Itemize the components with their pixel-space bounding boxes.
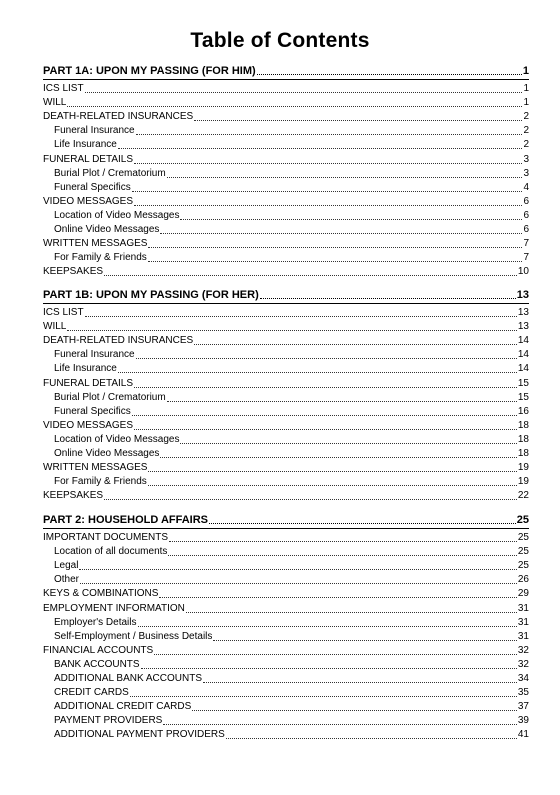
toc-entry-label: Life Insurance (54, 363, 117, 375)
toc-entry-label: PART 2: HOUSEHOLD AFFAIRS (43, 514, 209, 526)
dot-leader (203, 681, 517, 683)
dot-leader (180, 218, 522, 220)
toc-entry[interactable] (43, 153, 529, 166)
toc-page-number: 19 (517, 476, 529, 488)
toc-page-number: 29 (517, 588, 529, 600)
toc-page-number: 25 (517, 532, 529, 543)
toc-part-heading[interactable] (43, 64, 529, 78)
toc-subentry[interactable] (43, 391, 529, 404)
toc-page-number: 19 (517, 462, 529, 474)
toc-subentry[interactable] (43, 728, 529, 741)
toc-page-number: 31 (517, 602, 529, 614)
dot-leader (148, 484, 517, 486)
toc-subentry[interactable] (43, 138, 529, 151)
toc-page-number: 10 (517, 266, 529, 278)
dot-leader (226, 737, 517, 739)
toc-entry-label: Location of Video Messages (54, 209, 180, 221)
toc-entry[interactable] (43, 587, 529, 600)
toc-subentry[interactable] (43, 181, 529, 194)
toc-subentry[interactable] (43, 672, 529, 685)
toc-entry-label: Location of Video Messages (54, 433, 180, 445)
toc-entry-label: DEATH-RELATED INSURANCES (43, 335, 194, 347)
toc-entry-label: DEATH-RELATED INSURANCES (43, 111, 194, 123)
toc-page-number: 15 (517, 377, 529, 389)
toc-entry-label: VIDEO MESSAGES (43, 195, 134, 207)
dot-leader (159, 596, 516, 598)
dot-leader (260, 297, 516, 299)
dot-leader (167, 176, 523, 178)
dot-leader (85, 315, 517, 317)
toc-entry[interactable] (43, 531, 529, 544)
toc-page-number: 26 (517, 574, 529, 586)
toc-page-number: 6 (523, 224, 529, 235)
toc-subentry[interactable] (43, 573, 529, 586)
toc-entry[interactable] (43, 489, 529, 502)
toc-page-number: 22 (517, 490, 529, 502)
toc-page-number: 15 (517, 391, 529, 403)
toc-entry-label: ADDITIONAL CREDIT CARDS (54, 701, 192, 713)
toc-entry-label: Employer's Details (54, 616, 137, 628)
toc-page-number: 18 (517, 433, 529, 445)
toc-subentry[interactable] (43, 686, 529, 699)
dot-leader (168, 554, 516, 556)
toc-entry[interactable] (43, 237, 529, 250)
toc-entry-label: Burial Plot / Crematorium (54, 167, 166, 179)
toc-entry-label: WILL (43, 97, 67, 109)
toc-subentry[interactable] (43, 362, 529, 375)
toc-entry-label: Self-Employment / Business Details (54, 630, 213, 642)
toc-entry[interactable] (43, 82, 529, 95)
dot-leader (148, 470, 516, 472)
page-title: Table of Contents (190, 29, 370, 52)
toc-page-number: 18 (517, 448, 529, 459)
toc-page-number: 7 (523, 238, 529, 250)
toc-entry-label: ICS LIST (43, 83, 84, 94)
toc-subentry[interactable] (43, 545, 529, 558)
toc-entry-label: Other (54, 574, 80, 586)
toc-entry-label: Funeral Insurance (54, 125, 135, 137)
dot-leader (169, 540, 517, 542)
toc-entry-label: Location of all documents (54, 546, 168, 558)
dot-leader (160, 456, 516, 458)
toc-page-number: 3 (523, 167, 529, 179)
toc-page-number: 32 (517, 644, 529, 656)
toc-entry[interactable] (43, 265, 529, 278)
toc-page-number: 39 (517, 715, 529, 727)
toc-entry[interactable] (43, 377, 529, 390)
toc-part-heading[interactable] (43, 288, 529, 302)
toc-page-number: 2 (523, 125, 529, 137)
toc-page-number: 13 (516, 289, 529, 301)
toc-entry-label: ICS LIST (43, 307, 84, 318)
toc-subentry[interactable] (43, 433, 529, 446)
toc-page-number: 14 (517, 349, 529, 361)
toc-entry-label: PART 1B: UPON MY PASSING (FOR HER) (43, 289, 259, 301)
dot-leader (141, 667, 517, 669)
toc-entry-label: EMPLOYMENT INFORMATION (43, 602, 185, 614)
toc-subentry[interactable] (43, 167, 529, 180)
dot-leader (154, 653, 517, 655)
dot-leader (67, 329, 517, 331)
toc-page-number: 25 (517, 560, 529, 572)
toc-page-number: 25 (516, 514, 529, 526)
toc-entry-label: PAYMENT PROVIDERS (54, 715, 163, 727)
toc-page-number: 18 (517, 419, 529, 431)
dot-leader (134, 386, 517, 388)
toc-entry-label: WILL (43, 321, 67, 333)
toc-subentry[interactable] (43, 475, 529, 488)
toc-entry[interactable] (43, 306, 529, 319)
dot-leader (180, 442, 516, 444)
toc-entry[interactable] (43, 602, 529, 615)
toc-entry-label: Life Insurance (54, 139, 117, 151)
toc-subentry[interactable] (43, 251, 529, 264)
toc-entry-label: Online Video Messages (54, 448, 160, 459)
toc-entry[interactable] (43, 195, 529, 208)
toc-entry-label: For Family & Friends (54, 252, 147, 264)
toc-page-number: 41 (517, 729, 529, 741)
toc-page-number: 2 (523, 111, 529, 123)
toc-entry-label: FUNERAL DETAILS (43, 153, 134, 165)
toc-page-number: 31 (517, 630, 529, 642)
dot-leader (148, 260, 523, 262)
dot-leader (80, 582, 517, 584)
toc-page-number: 31 (517, 616, 529, 628)
toc-entry-label: WRITTEN MESSAGES (43, 462, 148, 474)
toc-subentry[interactable] (43, 658, 529, 671)
toc-page-number: 13 (517, 307, 529, 318)
toc-entry[interactable] (43, 110, 529, 123)
toc-page-number: 14 (517, 335, 529, 347)
toc-page-number: 6 (523, 209, 529, 221)
toc-entry[interactable] (43, 320, 529, 333)
toc-subentry[interactable] (43, 223, 529, 236)
toc-subentry[interactable] (43, 700, 529, 713)
dot-leader (134, 428, 517, 430)
toc-entry-label: BANK ACCOUNTS (54, 658, 140, 670)
dot-leader (118, 147, 523, 149)
dot-leader (136, 133, 523, 135)
toc-entry-label: VIDEO MESSAGES (43, 419, 134, 431)
toc-subentry[interactable] (43, 714, 529, 727)
toc-page-number: 35 (517, 687, 529, 699)
dot-leader (104, 498, 517, 500)
toc-page-number: 7 (523, 252, 529, 264)
part-heading-underline (43, 303, 529, 304)
toc-page-number: 6 (523, 195, 529, 207)
toc-entry[interactable] (43, 334, 529, 347)
toc-entry-label: Funeral Specifics (54, 181, 131, 193)
toc-page-number: 37 (517, 701, 529, 713)
toc-entry-label: Burial Plot / Crematorium (54, 391, 166, 403)
toc-page-number: 13 (517, 321, 529, 333)
dot-leader (194, 343, 517, 345)
dot-leader (104, 274, 517, 276)
toc-entry[interactable] (43, 419, 529, 432)
dot-leader (118, 371, 517, 373)
dot-leader (192, 709, 517, 711)
toc-entry-label: WRITTEN MESSAGES (43, 238, 148, 250)
toc-entry-label: Legal (54, 560, 79, 572)
toc-subentry[interactable] (43, 630, 529, 643)
dot-leader (257, 73, 522, 75)
toc-entry-label: PART 1A: UPON MY PASSING (FOR HIM) (43, 65, 256, 77)
toc-page-number: 1 (523, 83, 529, 94)
toc-page-number: 2 (523, 139, 529, 151)
dot-leader (134, 162, 522, 164)
part-heading-underline (43, 528, 529, 529)
toc-subentry[interactable] (43, 447, 529, 460)
toc-subentry[interactable] (43, 616, 529, 629)
dot-leader (138, 625, 517, 627)
toc-page-number: 16 (517, 405, 529, 417)
part-heading-underline (43, 79, 529, 80)
dot-leader (167, 400, 517, 402)
toc-page-number: 1 (522, 65, 529, 77)
dot-leader (67, 105, 522, 107)
toc-page-number: 25 (517, 546, 529, 558)
toc-entry-label: KEEPSAKES (43, 490, 104, 502)
toc-entry-label: FINANCIAL ACCOUNTS (43, 644, 154, 656)
toc-subentry[interactable] (43, 559, 529, 572)
toc-entry-label: IMPORTANT DOCUMENTS (43, 532, 169, 543)
toc-entry-label: ADDITIONAL BANK ACCOUNTS (54, 673, 202, 684)
toc-subentry[interactable] (43, 124, 529, 137)
toc-part-heading[interactable] (43, 513, 529, 527)
dot-leader (132, 190, 523, 192)
toc-entry[interactable] (43, 96, 529, 109)
toc-page-number: 4 (523, 181, 529, 193)
toc-entry-label: KEEPSAKES (43, 266, 104, 278)
toc-entry-label: Online Video Messages (54, 224, 160, 235)
dot-leader (79, 568, 516, 570)
dot-leader (209, 522, 516, 524)
toc-page-number: 3 (523, 153, 529, 165)
toc-entry[interactable] (43, 644, 529, 657)
dot-leader (213, 639, 516, 641)
toc-subentry[interactable] (43, 348, 529, 361)
toc-entry-label: ADDITIONAL PAYMENT PROVIDERS (54, 729, 225, 741)
dot-leader (132, 414, 517, 416)
dot-leader (163, 723, 517, 725)
toc-page-number: 1 (523, 97, 529, 109)
dot-leader (148, 246, 522, 248)
dot-leader (160, 232, 522, 234)
toc-entry[interactable] (43, 461, 529, 474)
toc-subentry[interactable] (43, 405, 529, 418)
toc-page-number: 32 (517, 658, 529, 670)
toc-subentry[interactable] (43, 209, 529, 222)
toc-entry-label: For Family & Friends (54, 476, 147, 488)
dot-leader (136, 357, 517, 359)
toc-entry-label: Funeral Insurance (54, 349, 135, 361)
toc-entry-label: Funeral Specifics (54, 405, 131, 417)
dot-leader (194, 119, 522, 121)
dot-leader (186, 611, 517, 613)
dot-leader (134, 204, 522, 206)
toc-page-number: 34 (517, 673, 529, 684)
dot-leader (85, 91, 523, 93)
toc-entry-label: KEYS & COMBINATIONS (43, 588, 159, 600)
dot-leader (130, 695, 517, 697)
toc-page-number: 14 (517, 363, 529, 375)
toc-entry-label: FUNERAL DETAILS (43, 377, 134, 389)
toc-entry-label: CREDIT CARDS (54, 687, 129, 699)
